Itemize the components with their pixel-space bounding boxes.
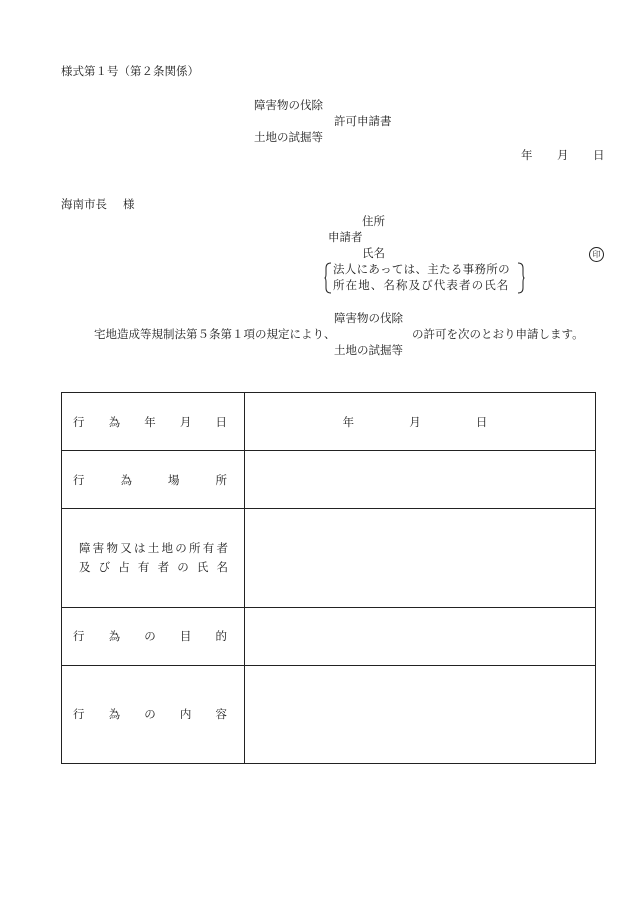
label-owner: 障 害 物 又 は 土 地 の 所 有 者 及 び 占 有 者 の 氏 名 bbox=[79, 540, 228, 574]
table-row-purpose bbox=[62, 607, 596, 665]
date-year: 年 bbox=[521, 148, 533, 162]
value-cell-purpose[interactable] bbox=[245, 607, 596, 665]
applicant-label: 申請者 bbox=[328, 230, 363, 244]
label-cell-content bbox=[62, 665, 245, 763]
label-place: 行 為 場 所 bbox=[73, 472, 227, 487]
title-option-removal: 障害物の伐除 bbox=[254, 98, 323, 112]
addressee-name: 海南市長 bbox=[61, 197, 107, 211]
right-bracket-icon bbox=[517, 262, 525, 294]
seal-mark: 印 bbox=[589, 247, 604, 262]
label-date: 行 為 年 月 日 bbox=[73, 414, 227, 429]
label-cell-place bbox=[62, 451, 245, 509]
table-row-content bbox=[62, 665, 596, 763]
date-month: 月 bbox=[557, 148, 569, 162]
title-suffix: 許可申請書 bbox=[334, 114, 392, 128]
value-cell-place[interactable] bbox=[245, 451, 596, 509]
value-cell-owner[interactable] bbox=[245, 509, 596, 607]
label-cell-owner bbox=[62, 509, 245, 607]
corporate-note bbox=[324, 262, 526, 294]
name-label: 氏名 bbox=[362, 246, 385, 260]
title-option-test-digging: 土地の試掘等 bbox=[254, 130, 323, 144]
corporate-note-line2: 所在地、名称及び代表者の氏名 bbox=[333, 278, 510, 292]
table-row-owner bbox=[62, 509, 596, 607]
table-row-date bbox=[62, 393, 596, 451]
value-date-day: 日 bbox=[475, 414, 488, 429]
body-text-after: の許可を次のとおり申請します。 bbox=[412, 327, 584, 341]
label-cell-purpose bbox=[62, 607, 245, 665]
address-label: 住所 bbox=[362, 214, 385, 228]
left-bracket-icon bbox=[324, 262, 332, 294]
label-content: 行 為 の 内 容 bbox=[73, 707, 227, 722]
value-cell-date[interactable] bbox=[245, 393, 596, 451]
addressee-honorific: 様 bbox=[123, 197, 135, 211]
form-number: 様式第１号（第２条関係） bbox=[61, 64, 199, 78]
body-option-test-digging: 土地の試掘等 bbox=[334, 343, 403, 357]
date-day: 日 bbox=[593, 148, 605, 162]
value-cell-content[interactable] bbox=[245, 665, 596, 763]
value-date-year: 年 bbox=[342, 414, 355, 429]
body-option-removal: 障害物の伐除 bbox=[334, 311, 403, 325]
date-fields bbox=[245, 414, 595, 430]
application-table bbox=[61, 392, 596, 764]
value-date-month: 月 bbox=[409, 414, 421, 429]
table-row-place bbox=[62, 451, 596, 509]
body-text-before: 宅地造成等規制法第５条第１項の規定により、 bbox=[94, 327, 336, 341]
label-purpose: 行 為 の 目 的 bbox=[73, 629, 227, 644]
corporate-note-line1: 法人にあっては、主たる事務所の bbox=[333, 262, 510, 276]
label-cell-date bbox=[62, 393, 245, 451]
